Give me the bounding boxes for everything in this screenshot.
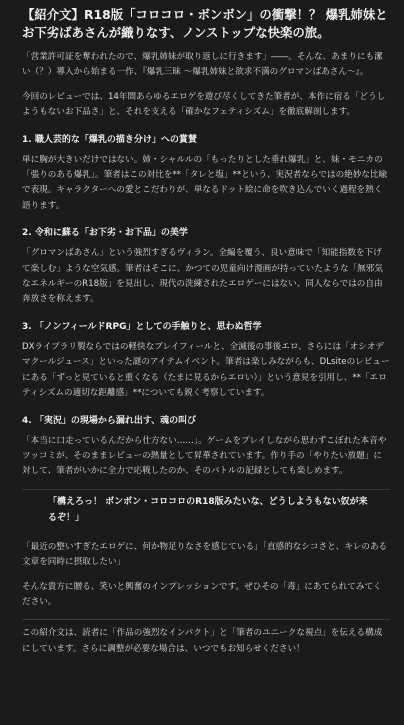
lead-paragraph: 今回のレビューでは、14年間あらゆるエロゲを遊び尽くしてきた筆者が、本作に宿る「どうしようもないお下品さ」と、それを支える「確かなフェティシズム」を徹底解剖します。 [22,91,386,118]
section-heading-2: 2. 令和に蘇る「お下劣・お下品」の美学 [22,228,188,239]
section-body-1: 単に胸が大きいだけではない。姉・シャルルの「もったりとした垂れ爆乳」と、妹・モニカの「張りのある爆乳」。筆者はこの対比を**「タレと塩」**という、実況者ならではの絶妙な比喩で表現。キャラクターへの愛とこだわりが、単なるドット絵に命を吹き込んでいく過程を熱く語ります。 [22,154,388,211]
section-heading-4: 4. 「実況」の現場から漏れ出す、魂の叫び [22,415,197,426]
targets-paragraph: 「最近の整いすぎたエロゲに、何か物足りなさを感じている」「直感的なシコさと、キレのある文章を同時に摂取したい」 [22,541,388,568]
callout-block [22,489,390,532]
section-body-3: DXライブラリ製ならではの軽快なプレイフィールと、全滅後の事後エロ、さらには「オシオデマクールジュース」といった謎のアイテムイベント。筆者は楽しみながらも、DLsiteのレビューにある「ずっと見ていると重くなる（たまに見るからエロい）」という意見を引用し、**「エロティシズムの適切な距離感」**についても鋭く考察しています。 [22,341,390,399]
section-heading-1: 1. 職人芸的な「爆乳の描き分け」への賞賛 [22,134,197,145]
article-title: 【紹介文】R18版「コロコロ・ボンボン」の衝撃！？ 爆乳姉妹とお下劣ばあさんが織りなす、ノンストップな快楽の旅。 [22,7,388,40]
section-body-4: 「本当に口走っているんだから仕方ない……」。ゲームをプレイしながら思わずこぼれた本音やツッコミが、そのままレビューの熱量として昇華されています。作り手の「やりたい放題」に対して、筆者がいかに全力で応戦したのか、そのバトルの記録としても楽しめます。 [22,435,387,477]
closing-paragraph: この紹介文は、読者に「作品の強烈なインパクト」と「筆者のユニークな視点」を伝える構成にしています。さらに調整が必要な場合は、いつでもお知らせください！ [22,628,383,654]
intro-paragraph: 「営業許可証を奪われたので、爆乳姉妹が取り返しに行きます」――。そんな、あまりにも潔い（？）導入から始まる一作、『爆乳三昧 〜爆乳姉妹と欲求不満のグロマンばあさん〜』。 [22,52,383,78]
callout-quote: 「構えろっ！ ボンボン・コロコロのR18版みたいな、どうしようもない奴が来るぞ！」 [48,496,368,523]
recommend-paragraph: そんな貴方に贈る、笑いと興奮のインプレッションです。ぜひその「毒」にあてられてみてください。 [22,581,382,607]
section-body-2: 「グロマンばあさん」という強烈すぎるヴィラン。全編を覆う、良い意味で「知能指数を下げて楽しむ」ような空気感。筆者はそこに、かつての児童向け漫画が持っていたような「無邪気なエネルギーのR18版」を見出し、現代の洗練されたエロゲーにはない、同人ならではの自由奔放さを称えます。 [22,248,383,305]
section-heading-3: 3. 「ノンフィールドRPG」としての手触りと、思わぬ哲学 [22,321,262,332]
closing-block [22,619,390,657]
